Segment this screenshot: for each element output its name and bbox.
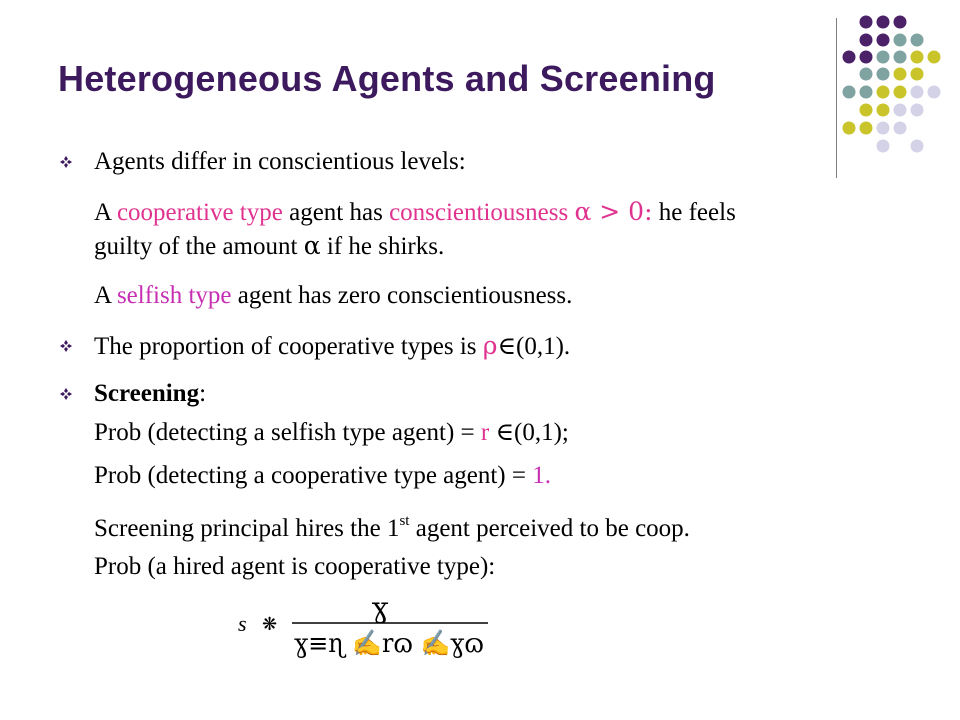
decorative-dot: [877, 140, 890, 153]
prob-hired-line: Prob (a hired agent is cooperative type):: [94, 553, 496, 580]
text: Prob (detecting a selfish type agent) =: [94, 419, 481, 446]
superscript: st: [399, 513, 410, 529]
decorative-dot: [877, 51, 890, 64]
decorative-dot: [877, 122, 890, 135]
slide-title: Heterogeneous Agents and Screening: [58, 58, 716, 99]
cooperative-type-line: [94, 197, 736, 228]
proportion-line: [94, 331, 570, 362]
formula-lhs: s: [238, 611, 247, 636]
text: Prob (detecting a cooperative type agent) =: [94, 462, 533, 489]
decorative-dot: [911, 86, 924, 99]
formula-equals: ❋: [262, 614, 278, 635]
decorative-dot: [894, 51, 907, 64]
text: ∈(0,1).: [497, 333, 571, 360]
text: :: [199, 380, 207, 407]
bullet-icon: [60, 156, 72, 168]
text: agent has: [282, 199, 390, 226]
decorative-dot: [843, 86, 856, 99]
decorative-dot: [877, 34, 890, 47]
selfish-type-line: [94, 281, 572, 311]
formula-denominator: ɣ≡ɳ ✍rɷ ✍ɣɷ: [294, 629, 484, 659]
selfish-type-term: selfish type: [116, 282, 232, 309]
alpha-condition: α > 0:: [574, 197, 653, 226]
text: ∈(0,1);: [489, 419, 569, 446]
guilty-line: [94, 231, 444, 262]
conscientiousness-term: conscientiousness: [389, 199, 575, 226]
text: guilty of the amount: [94, 233, 304, 260]
text: agent perceived to be coop.: [409, 515, 690, 542]
decorative-dot: [894, 68, 907, 81]
text: A: [94, 199, 117, 226]
bullet-icon: [60, 340, 72, 352]
decorative-dot: [928, 86, 941, 99]
decorative-dot: [843, 51, 856, 64]
text: if he shirks.: [320, 233, 445, 260]
decorative-dot: [877, 16, 890, 29]
screening-heading: [94, 379, 206, 409]
decorative-dot: [894, 122, 907, 135]
decorative-dot: [928, 51, 941, 64]
decorative-dot: [894, 104, 907, 117]
decorative-dot: [860, 68, 873, 81]
decorative-dot: [860, 16, 873, 29]
decorative-dot: [877, 68, 890, 81]
decorative-dot: [877, 104, 890, 117]
prob-coop-line: [94, 461, 551, 491]
one-value: 1.: [532, 462, 551, 489]
alpha-symbol: α: [303, 231, 321, 260]
decorative-dot: [911, 140, 924, 153]
text: A: [94, 282, 117, 309]
screening-label: Screening: [94, 380, 200, 407]
decorative-dot: [877, 86, 890, 99]
decorative-dot: [860, 86, 873, 99]
r-symbol: r: [480, 419, 490, 446]
hires-line: [94, 506, 690, 544]
text: Screening principal hires the 1: [94, 515, 400, 542]
decorative-dot: [911, 51, 924, 64]
decorative-dot: [894, 34, 907, 47]
bullet-text-agents-differ: Agents differ in conscientious levels:: [94, 148, 466, 175]
decorative-dot: [911, 34, 924, 47]
cooperative-type-term: cooperative type: [116, 199, 283, 226]
decorative-dot: [860, 51, 873, 64]
decorative-dot: [860, 104, 873, 117]
decorative-dot: [894, 86, 907, 99]
decorative-dot: [860, 34, 873, 47]
header-divider: [836, 18, 837, 178]
text: he feels: [652, 199, 736, 226]
formula-numerator: ɣ: [371, 591, 389, 624]
decorative-dot: [860, 122, 873, 135]
decorative-dot: [843, 122, 856, 135]
screening-formula: [230, 590, 530, 660]
decorative-dot: [911, 104, 924, 117]
rho-symbol: ρ: [482, 331, 498, 360]
text: The proportion of cooperative types is: [94, 333, 483, 360]
text: agent has zero conscientiousness.: [231, 282, 573, 309]
decorative-dot: [911, 68, 924, 81]
prob-selfish-line: [94, 418, 569, 448]
bullet-icon: [60, 388, 72, 400]
decorative-dot: [894, 16, 907, 29]
